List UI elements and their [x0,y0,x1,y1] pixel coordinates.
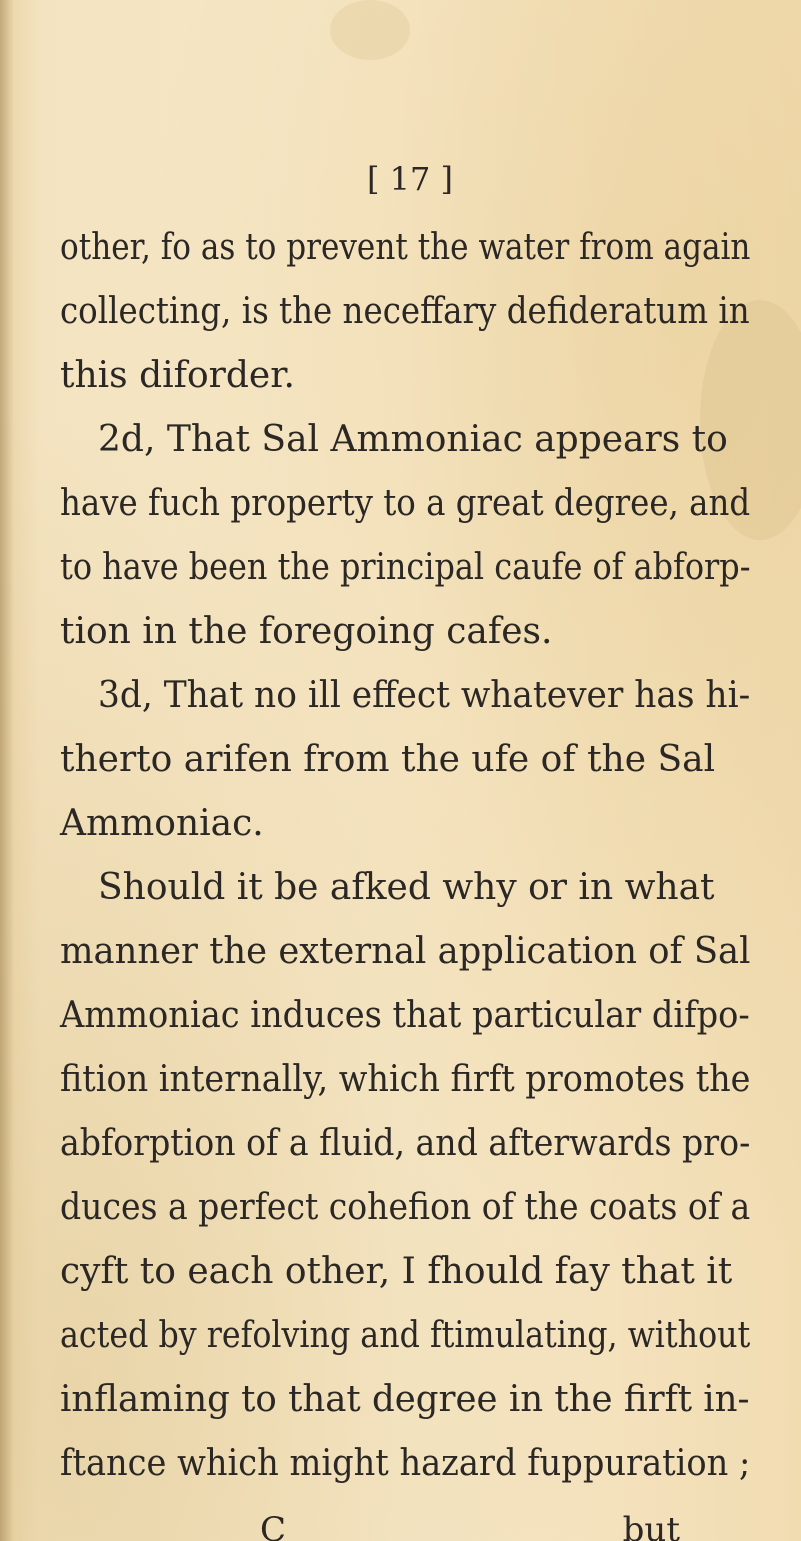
text-line-15: abforption of a fluid, and afterwards pro- [60,1123,751,1164]
text-line-7: tion in the foregoing cafes. [60,611,553,652]
text-line-5: have fuch property to a great degree, and [60,483,751,524]
catchword: but [622,1510,680,1541]
text-line-9: therto arifen from the ufe of the Sal [60,739,716,780]
text-line-17: cyft to each other, I fhould fay that it [60,1251,733,1292]
signature-mark: C [260,1510,287,1541]
page-number-header: [ 17 ] [366,160,454,198]
gutter-shadow [0,0,14,1541]
paper-stain [330,0,410,60]
text-line-6: to have been the principal caufe of abforp- [60,547,751,588]
text-line-19: inflaming to that degree in the firft in- [60,1379,750,1420]
text-line-11: Should it be afked why or in what [98,867,715,908]
text-line-20: ftance which might hazard fuppuration ; [60,1443,751,1484]
text-line-1: other, fo as to prevent the water from again [60,227,751,268]
text-line-13: Ammoniac induces that particular difpo- [60,995,750,1036]
text-line-16: duces a perfect cohefion of the coats of a [60,1187,751,1228]
text-line-18: acted by refolving and ftimulating, without [60,1315,751,1356]
text-line-12: manner the external application of Sal [60,931,751,972]
text-line-4: 2d, That Sal Ammoniac appears to [98,419,728,460]
text-line-8: 3d, That no ill effect whatever has hi- [98,675,751,716]
text-line-10: Ammoniac. [60,803,264,844]
text-line-2: collecting, is the neceffary defideratum in [60,291,750,332]
text-line-3: this diforder. [60,355,295,396]
text-line-14: fition internally, which firft promotes the [60,1059,751,1100]
